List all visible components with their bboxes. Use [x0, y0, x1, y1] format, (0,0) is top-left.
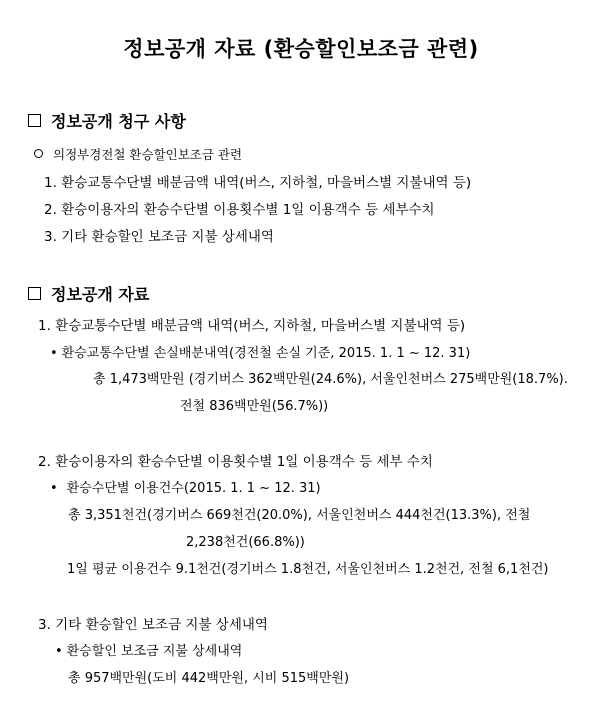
data-item2-line3: 1일 평균 이용건수 9.1천건(경기버스 1.8천건, 서울인천버스 1.2천건, 전철 6,1천건) [67, 562, 549, 577]
bullet-dot-icon: • [55, 644, 63, 659]
data-heading-label: 정보공개 자료 [51, 285, 150, 304]
data-item1-heading: 1. 환승교통수단별 배분금액 내역(버스, 지하철, 마을버스별 지불내역 등) [38, 318, 466, 334]
checkbox-square-icon [28, 114, 41, 127]
request-heading-label: 정보공개 청구 사항 [51, 112, 186, 131]
bullet-dot-icon: • [50, 346, 58, 361]
data-item2-bullet-text: 환승수단별 이용건수(2015. 1. 1 ~ 12. 31) [66, 481, 321, 496]
request-item-2: 2. 환승이용자의 환승수단별 이용횟수별 1일 이용객수 등 세부수치 [44, 202, 435, 218]
data-item3-line1: 총 957백만원(도비 442백만원, 시비 515백만원) [68, 671, 350, 686]
data-item2-line2: 2,238천건(66.8%)) [186, 535, 305, 550]
data-item1-line1: 총 1,473백만원 (경기버스 362백만원(24.6%), 서울인천버스 275백만원(18.7%). [93, 372, 568, 387]
data-section-heading [28, 282, 149, 305]
bullet-dot-icon: • [50, 481, 58, 496]
request-intro [34, 145, 242, 163]
data-item3-heading: 3. 기타 환승할인 보조금 지불 상세내역 [38, 617, 268, 633]
circle-bullet-icon [34, 149, 43, 158]
data-item3-bullet [55, 640, 242, 659]
data-item1-bullet [50, 342, 470, 361]
data-item2-bullet [50, 477, 321, 496]
data-item1-bullet-text: 환승교통수단별 손실배분내역(경전철 손실 기준, 2015. 1. 1 ~ 12. 31) [61, 346, 471, 361]
request-item-1: 1. 환승교통수단별 배분금액 내역(버스, 지하철, 마을버스별 지불내역 등) [44, 175, 472, 191]
page-title: 정보공개 자료 (환승할인보조금 관련) [123, 37, 479, 61]
data-item2-heading: 2. 환승이용자의 환승수단별 이용횟수별 1일 이용객수 등 세부 수치 [38, 454, 433, 470]
data-item1-line2: 전철 836백만원(56.7%)) [180, 399, 329, 414]
data-item3-bullet-text: 환승할인 보조금 지불 상세내역 [66, 644, 243, 659]
request-item-3: 3. 기타 환승할인 보조금 지불 상세내역 [44, 229, 274, 245]
request-section-heading [28, 109, 186, 132]
data-item2-line1: 총 3,351천건(경기버스 669천건(20.0%), 서울인천버스 444천건(13.3%), 전철 [68, 508, 531, 523]
checkbox-square-icon [28, 287, 41, 300]
request-intro-text: 의정부경전철 환승할인보조금 관련 [53, 147, 243, 162]
